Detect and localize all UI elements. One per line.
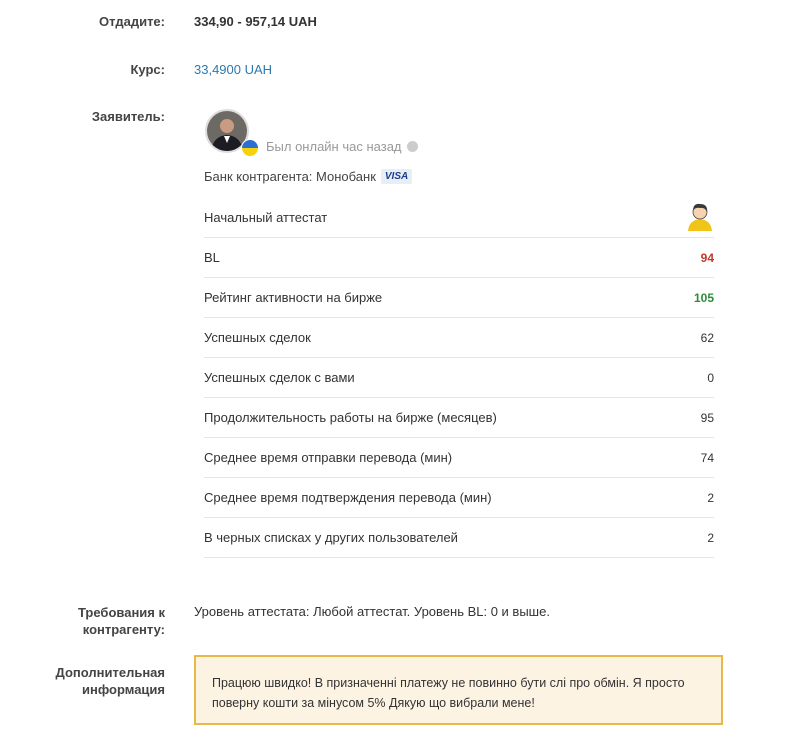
table-row	[204, 278, 714, 318]
stat-label: BL	[204, 250, 220, 265]
bank-info	[204, 169, 412, 184]
applicant-label: Заявитель:	[91, 109, 165, 124]
stat-value: 94	[700, 250, 714, 265]
online-status	[266, 139, 418, 154]
table-row	[204, 518, 714, 558]
stat-value: 62	[700, 330, 714, 345]
stat-label: Успешных сделок с вами	[204, 370, 355, 385]
requirements-label-line1: Требования к	[77, 605, 165, 620]
table-row	[204, 318, 714, 358]
stat-label: Рейтинг активности на бирже	[204, 290, 383, 305]
ukraine-flag-icon	[241, 139, 259, 157]
stat-value: 2	[707, 530, 714, 545]
give-label: Отдадите:	[99, 14, 165, 29]
table-row	[204, 358, 714, 398]
requirements-value: Уровень аттестата: Любой аттестат. Уровень BL: 0 и выше.	[194, 604, 550, 619]
additional-label-line1: Дополнительная	[55, 665, 165, 680]
stat-label: В черных списках у других пользователей	[204, 530, 458, 545]
status-dot-icon	[407, 141, 418, 152]
requirements-label	[78, 604, 165, 638]
give-amount: 334,90 - 957,14 UAH	[194, 14, 317, 29]
additional-info-box	[194, 655, 723, 725]
rate-value: 33,4900 UAH	[194, 62, 273, 77]
stat-label: Начальный аттестат	[204, 210, 328, 225]
requirements-label-line2: контрагенту:	[82, 622, 165, 637]
stat-label: Среднее время отправки перевода (мин)	[204, 450, 453, 465]
stat-value: 2	[707, 490, 714, 505]
additional-label-line2: информация	[81, 682, 165, 697]
stat-label: Успешных сделок	[204, 330, 311, 345]
stat-label: Продолжительность работы на бирже (месяцев)	[204, 410, 497, 425]
certificate-user-icon	[686, 201, 714, 234]
rate-label: Курс:	[130, 62, 165, 77]
additional-text-line2: поверну кошти за мінусом 5% Дякую що вибрали мене!	[212, 696, 535, 710]
additional-info-label	[56, 664, 165, 698]
stat-value: 74	[700, 450, 714, 465]
additional-text-line1: Працюю швидко! В призначенні платежу не повинно бути слі про обмін. Я просто	[212, 676, 685, 690]
stat-label: Среднее время подтверждения перевода (мин)	[204, 490, 492, 505]
stat-value: 95	[700, 410, 714, 425]
table-row	[204, 478, 714, 518]
stat-value: 0	[707, 370, 714, 385]
table-row	[204, 198, 714, 238]
bank-text: Банк контрагента: Монобанк	[204, 169, 376, 184]
table-row	[204, 438, 714, 478]
stat-value: 105	[693, 290, 714, 305]
stats-table	[204, 198, 714, 558]
online-status-text: Был онлайн час назад	[266, 139, 402, 154]
table-row	[204, 398, 714, 438]
table-row	[204, 238, 714, 278]
visa-icon: VISA	[381, 169, 412, 184]
